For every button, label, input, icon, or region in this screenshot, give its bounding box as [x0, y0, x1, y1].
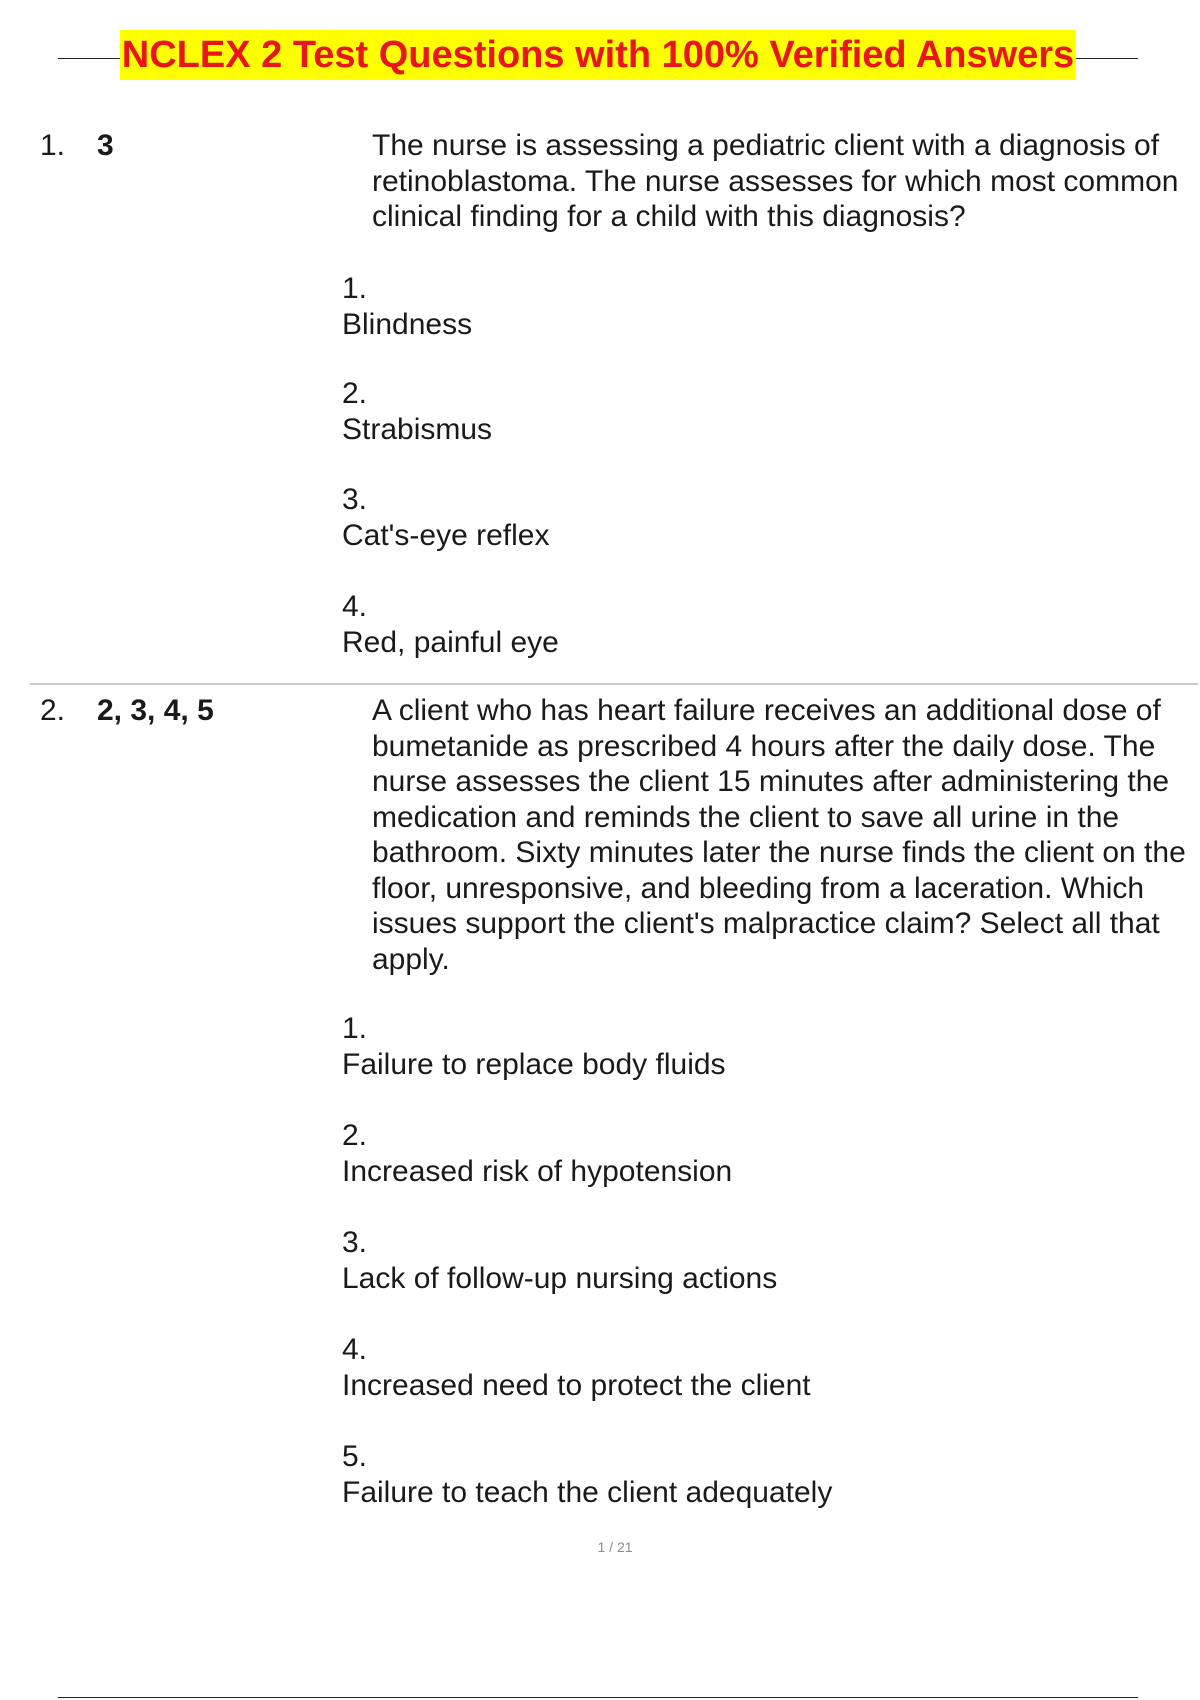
option-number: 2.: [342, 377, 368, 410]
answer-option: [342, 376, 1162, 447]
footer-rule: [58, 1697, 1138, 1698]
question-text: A client who has heart failure receives an additional dose of bumetanide as prescribed 4 hours after the daily dose. The nurse assesses the client 15 minutes after administering the medication and reminds the client to save all urine in the bathroom. Sixty minutes later the nurse finds the client on the floor, unresponsive, and bleeding from a laceration. Which issues support the client's malpractice claim? Select all that apply.: [372, 694, 1186, 976]
answer-option: [342, 1118, 1162, 1189]
question-number: 1.: [40, 129, 66, 162]
answer-option: [342, 271, 1162, 342]
option-text: Blindness: [342, 307, 473, 341]
question-answer: 2, 3, 4, 5: [97, 694, 214, 727]
option-number: 5.: [342, 1440, 368, 1473]
option-number: 4.: [342, 1333, 368, 1366]
question-text: The nurse is assessing a pediatric client with a diagnosis of retinoblastoma. The nurse assesses for which most common clinical finding for a child with this diagnosis?: [372, 129, 1179, 233]
option-text: Lack of follow-up nursing actions: [342, 1261, 778, 1295]
option-number: 3.: [342, 1226, 368, 1259]
option-number: 1.: [342, 272, 368, 305]
option-text: Increased need to protect the client: [342, 1368, 811, 1402]
answer-option: [342, 1332, 1162, 1403]
answer-option: [342, 1011, 1162, 1082]
document-header: [58, 30, 1138, 80]
page-indicator: 1 / 21: [597, 1539, 633, 1555]
option-text: Strabismus: [342, 412, 493, 446]
question-divider: [30, 683, 1198, 685]
option-number: 4.: [342, 590, 368, 623]
option-text: Increased risk of hypotension: [342, 1154, 733, 1188]
option-text: Failure to teach the client adequately: [342, 1475, 833, 1509]
document-title: NCLEX 2 Test Questions with 100% Verified Answers: [120, 30, 1076, 80]
answer-option: [342, 482, 1162, 553]
option-text: Cat's-eye reflex: [342, 518, 550, 552]
answer-option: [342, 1439, 1162, 1510]
question-answer: 3: [97, 129, 114, 162]
option-number: 3.: [342, 483, 368, 516]
answer-option: [342, 589, 1162, 660]
question-number: 2.: [40, 694, 66, 727]
option-text: Failure to replace body fluids: [342, 1047, 726, 1081]
option-number: 1.: [342, 1012, 368, 1045]
option-text: Red, painful eye: [342, 625, 559, 659]
answer-option: [342, 1225, 1162, 1296]
option-number: 2.: [342, 1119, 368, 1152]
